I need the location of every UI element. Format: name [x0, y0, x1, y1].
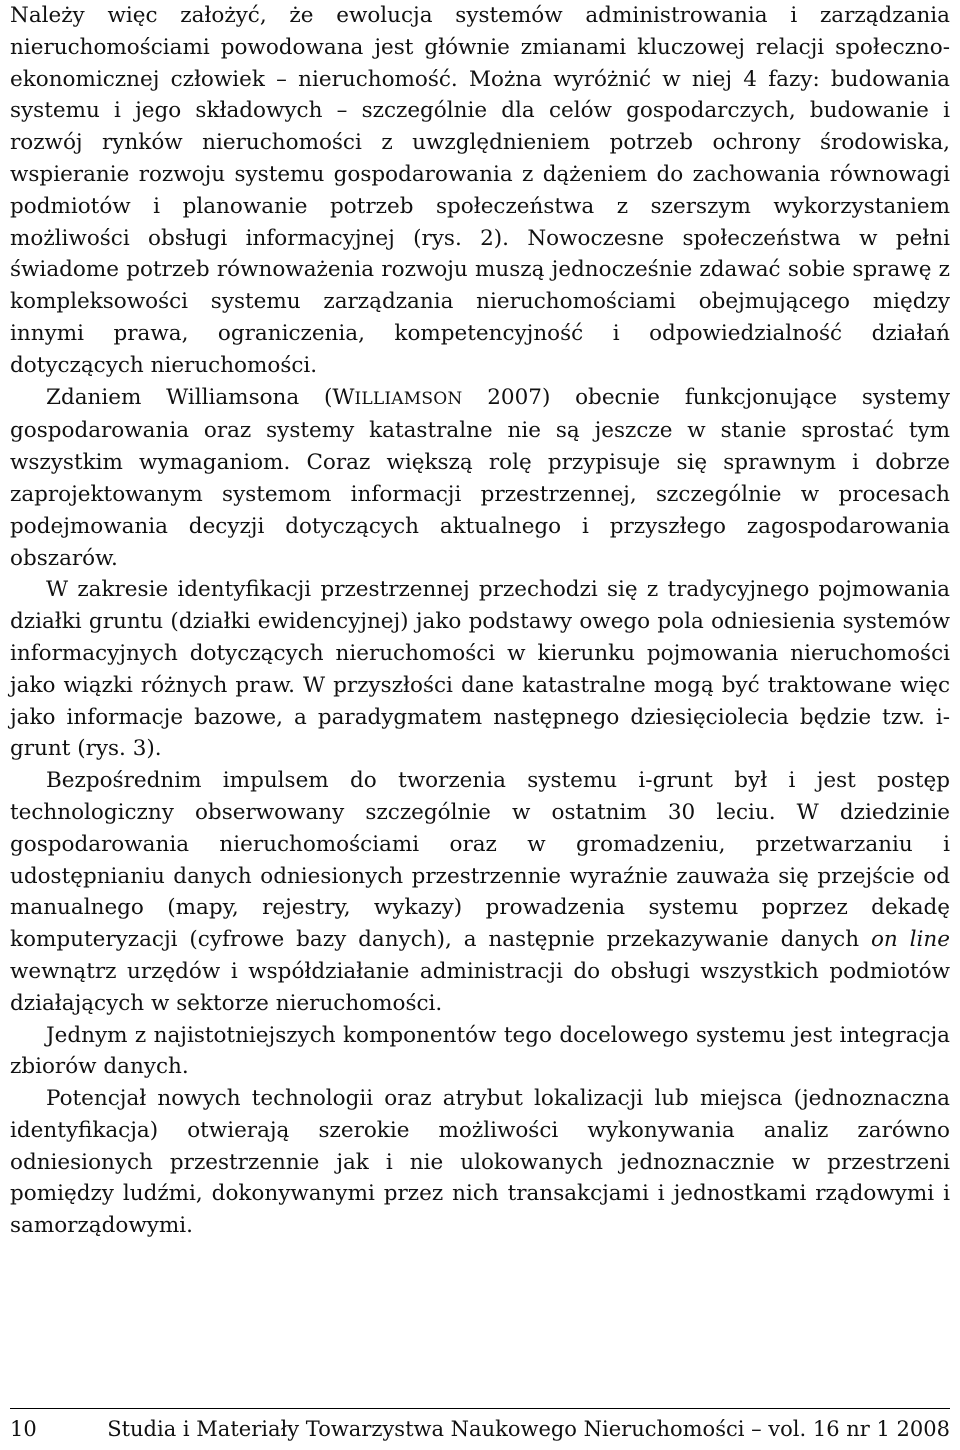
- paragraph-2: [10, 382, 950, 575]
- document-body: [10, 0, 950, 1242]
- paragraph-6: Potencjał nowych technologii oraz atrybut lokalizacji lub miejsca (jednoznaczna identyfikacja) otwierają szerokie możliwości wykonywania analiz zarówno odniesionych przestrzennie jak i nie ulokowanych jednoznacznie w przestrzeni pomiędzy ludźmi, dokonywanymi przez nich transakcjami i jednostkami rządowymi i samorządowymi.: [10, 1086, 950, 1239]
- paragraph-1-part-c: Nowoczesne społeczeństwa w pełni świadome potrzeb równoważenia rozwoju muszą jednocześnie zdawać sobie sprawę z kompleksowości systemu zarządzania nieruchomościami obejmującego między innymi prawa, ograniczenia, kompetencyjność i odpowiedzialność działań dotyczących nieruchomości.: [10, 225, 950, 378]
- paragraph-1-part-b: Można wyróżnić w niej 4 fazy: budowania systemu i jego składowych – szczególnie dla celów gospodarczych, budowanie i rozwój rynków nieruchomości z uwzględnieniem potrzeb ochrony środowiska, wspieranie rozwoju systemu gospodarowania z dążeniem do zachowania równowagi podmiotów i planowanie potrzeb społeczeństwa z szerszym wykorzystaniem możliwości obsługi informacyjnej (rys. 2).: [10, 66, 951, 251]
- page-footer: [10, 1408, 950, 1441]
- paragraph-1: [10, 0, 950, 382]
- paragraph-3: W zakresie identyfikacji przestrzennej przechodzi się z tradycyjnego pojmowania działki gruntu (działki ewidencyjnej) jako podstawy owego pola odniesienia systemów informacyjnych dotyczących nieruchomości w kierunku pojmowania nieruchomości jako wiązki różnych praw. W przyszłości dane katastralne mogą być traktowane więc jako informacje bazowe, a paradygmatem następnego dziesięciolecia będzie tzw. i-grunt (rys. 3).: [10, 577, 950, 762]
- paragraph-4-part-b: wewnątrz urzędów i współdziałanie administracji do obsługi wszystkich podmiotów działających w sektorze nieruchomości.: [10, 958, 950, 1016]
- author-smallcaps: ILLIAMSON: [354, 388, 463, 409]
- paragraph-2-part-a: Zdaniem Williamsona (W: [46, 384, 355, 410]
- paragraph-5: Jednym z najistotniejszych komponentów tego docelowego systemu jest integracja zbiorów danych.: [10, 1022, 950, 1080]
- paragraph-1-part-a: Należy więc założyć, że ewolucja systemów administrowania i zarządzania nieruchomościami powodowana jest głównie zmianami kluczowej relacji społeczno-ekonomicznej człowiek – nieruchomość.: [10, 3, 950, 92]
- journal-citation: Studia i Materiały Towarzystwa Naukowego Nieruchomości – vol. 16 nr 1 2008: [107, 1417, 950, 1441]
- page-number: 10: [10, 1417, 37, 1441]
- paragraph-4-part-a: Bezpośrednim impulsem do tworzenia systemu i-grunt był i jest postęp technologiczny obserwowany szczególnie w ostatnim 30 leciu. W dziedzinie gospodarowania nieruchomościami oraz w gromadzeniu, przetwarzaniu i udostępnianiu danych odniesionych przestrzennie wyraźnie zauważa się przejście od manualnego (mapy, rejestry, wykazy) prowadzenia systemu poprzez dekadę komputeryzacji (cyfrowe bazy danych), a następnie przekazywanie danych: [10, 768, 950, 953]
- paragraph-4: [10, 765, 950, 1019]
- paragraph-2-part-b: 2007) obecnie funkcjonujące systemy gospodarowania oraz systemy katastralne nie są jeszcze w stanie sprostać tym wszystkim wymaganiom. Coraz większą rolę przypisuje się sprawnym i dobrze zaprojektowanym systemom informacji przestrzennej, szczególnie w procesach podejmowania decyzji dotyczących aktualnego i przyszłego zagospodarowania obszarów.: [10, 384, 950, 571]
- paragraph-4-emphasis: on line: [870, 927, 950, 953]
